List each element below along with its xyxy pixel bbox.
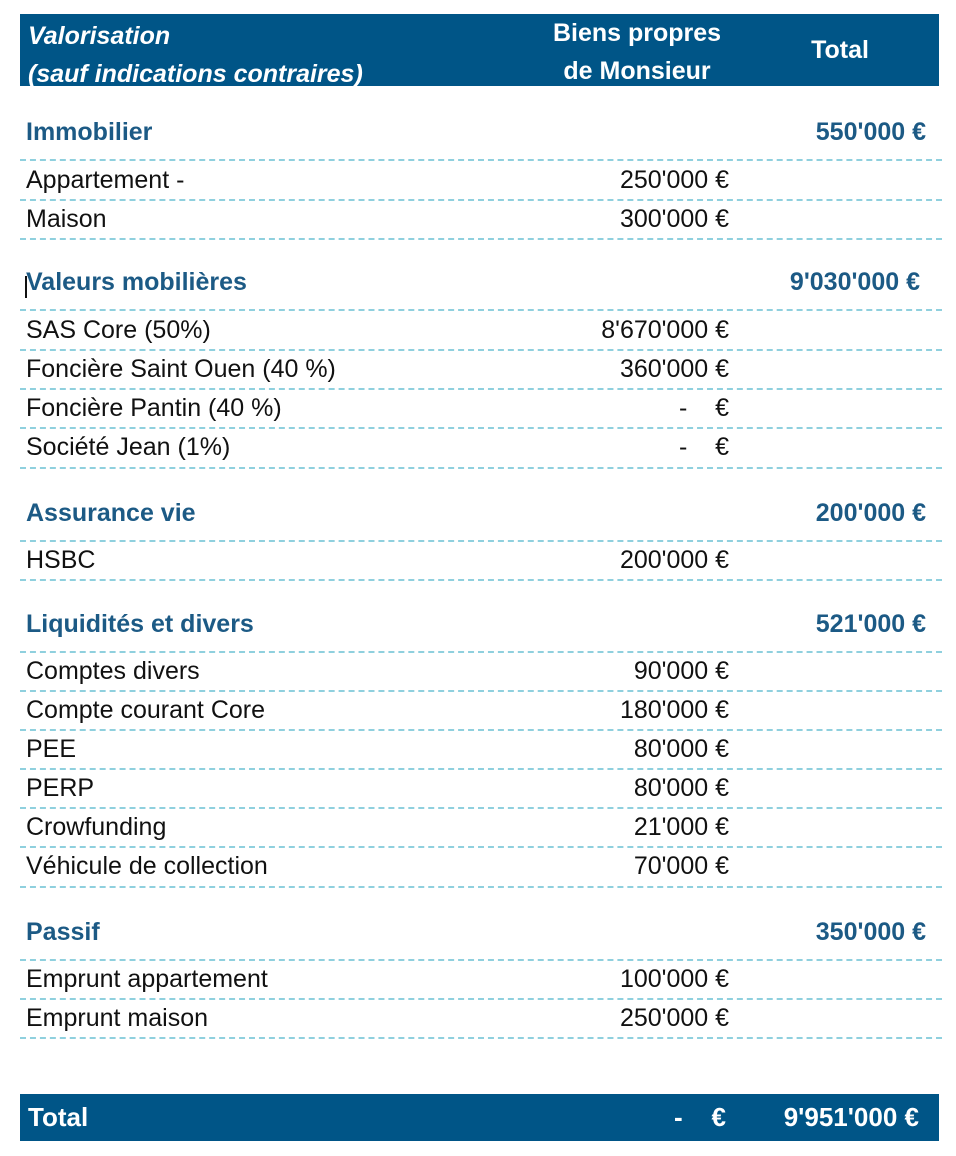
- table-row: [20, 960, 942, 999]
- section-assurance-vie: [26, 494, 926, 532]
- row-label: Foncière Pantin (40 %): [26, 394, 282, 422]
- row-label: PEE: [26, 735, 77, 763]
- table-row: [20, 691, 942, 730]
- section-total: 200'000 €: [815, 499, 926, 527]
- header-total: Total: [811, 36, 869, 64]
- header-biens-propres: [512, 14, 762, 90]
- section-passif: [26, 913, 926, 951]
- section-total: 550'000 €: [815, 118, 926, 146]
- row-label: Société Jean (1%): [26, 433, 231, 461]
- row-label: Appartement -: [26, 166, 185, 194]
- section-immobilier: [26, 113, 926, 151]
- row-value: 70'000 €: [633, 852, 729, 880]
- row-value: 100'000 €: [619, 965, 729, 993]
- total-label: Total: [28, 1102, 89, 1132]
- table-row: [20, 428, 942, 467]
- table-row: [20, 808, 942, 847]
- row-value: 300'000 €: [619, 205, 729, 233]
- row-label: Emprunt maison: [26, 1004, 209, 1032]
- row-label: Emprunt appartement: [26, 965, 268, 993]
- divider: [20, 1037, 942, 1039]
- row-label: Maison: [26, 205, 107, 233]
- table-row: [20, 161, 942, 200]
- section-total: 9'030'000 €: [789, 268, 920, 296]
- row-label: Crowfunding: [26, 813, 167, 841]
- table-row: [20, 389, 942, 428]
- row-value: 80'000 €: [633, 735, 729, 763]
- row-label: Comptes divers: [26, 657, 200, 685]
- table-row: [20, 847, 942, 886]
- section-total: 521'000 €: [815, 610, 926, 638]
- table-row: [20, 350, 942, 389]
- total-biens-propres: - €: [673, 1102, 726, 1132]
- header-valorisation-line2: (sauf indications contraires): [28, 60, 363, 88]
- header-biens-propres-line2: de Monsieur: [563, 57, 711, 85]
- row-label: HSBC: [26, 546, 96, 574]
- row-label: Véhicule de collection: [26, 852, 268, 880]
- row-value: 8'670'000 €: [601, 316, 729, 344]
- row-value: 360'000 €: [619, 355, 729, 383]
- row-label: Compte courant Core: [26, 696, 266, 724]
- row-value: - €: [678, 433, 729, 461]
- row-value: 21'000 €: [633, 813, 729, 841]
- row-value: 250'000 €: [619, 166, 729, 194]
- table-row: [20, 769, 942, 808]
- row-value: 200'000 €: [619, 546, 729, 574]
- table-header: [20, 14, 939, 86]
- divider: [20, 467, 942, 469]
- table-row: [20, 652, 942, 691]
- table-row: [20, 311, 942, 350]
- row-value: - €: [678, 394, 729, 422]
- row-value: 180'000 €: [619, 696, 729, 724]
- row-label: PERP: [26, 774, 95, 802]
- row-value: 90'000 €: [633, 657, 729, 685]
- table-row: [20, 541, 942, 580]
- header-valorisation: [28, 17, 363, 93]
- section-total: 350'000 €: [815, 918, 926, 946]
- table-row: [20, 999, 942, 1038]
- section-label: Liquidités et divers: [26, 610, 254, 638]
- divider: [20, 579, 942, 581]
- header-valorisation-line1: Valorisation: [28, 22, 171, 50]
- table-row: [20, 730, 942, 769]
- section-liquidites-et-divers: [26, 605, 926, 643]
- divider: [20, 886, 942, 888]
- row-label: SAS Core (50%): [26, 316, 211, 344]
- section-label: Immobilier: [26, 118, 153, 146]
- table-row: [20, 200, 942, 239]
- grand-total: 9'951'000 €: [783, 1102, 919, 1132]
- section-valeurs-mobilieres: [26, 263, 926, 301]
- section-label: Valeurs mobilières: [26, 268, 247, 296]
- header-biens-propres-line1: Biens propres: [552, 19, 722, 47]
- total-row: [20, 1094, 939, 1141]
- section-label: Passif: [26, 918, 100, 946]
- row-value: 80'000 €: [633, 774, 729, 802]
- section-label: Assurance vie: [26, 499, 196, 527]
- row-value: 250'000 €: [619, 1004, 729, 1032]
- divider: [20, 238, 942, 240]
- row-label: Foncière Saint Ouen (40 %): [26, 355, 336, 383]
